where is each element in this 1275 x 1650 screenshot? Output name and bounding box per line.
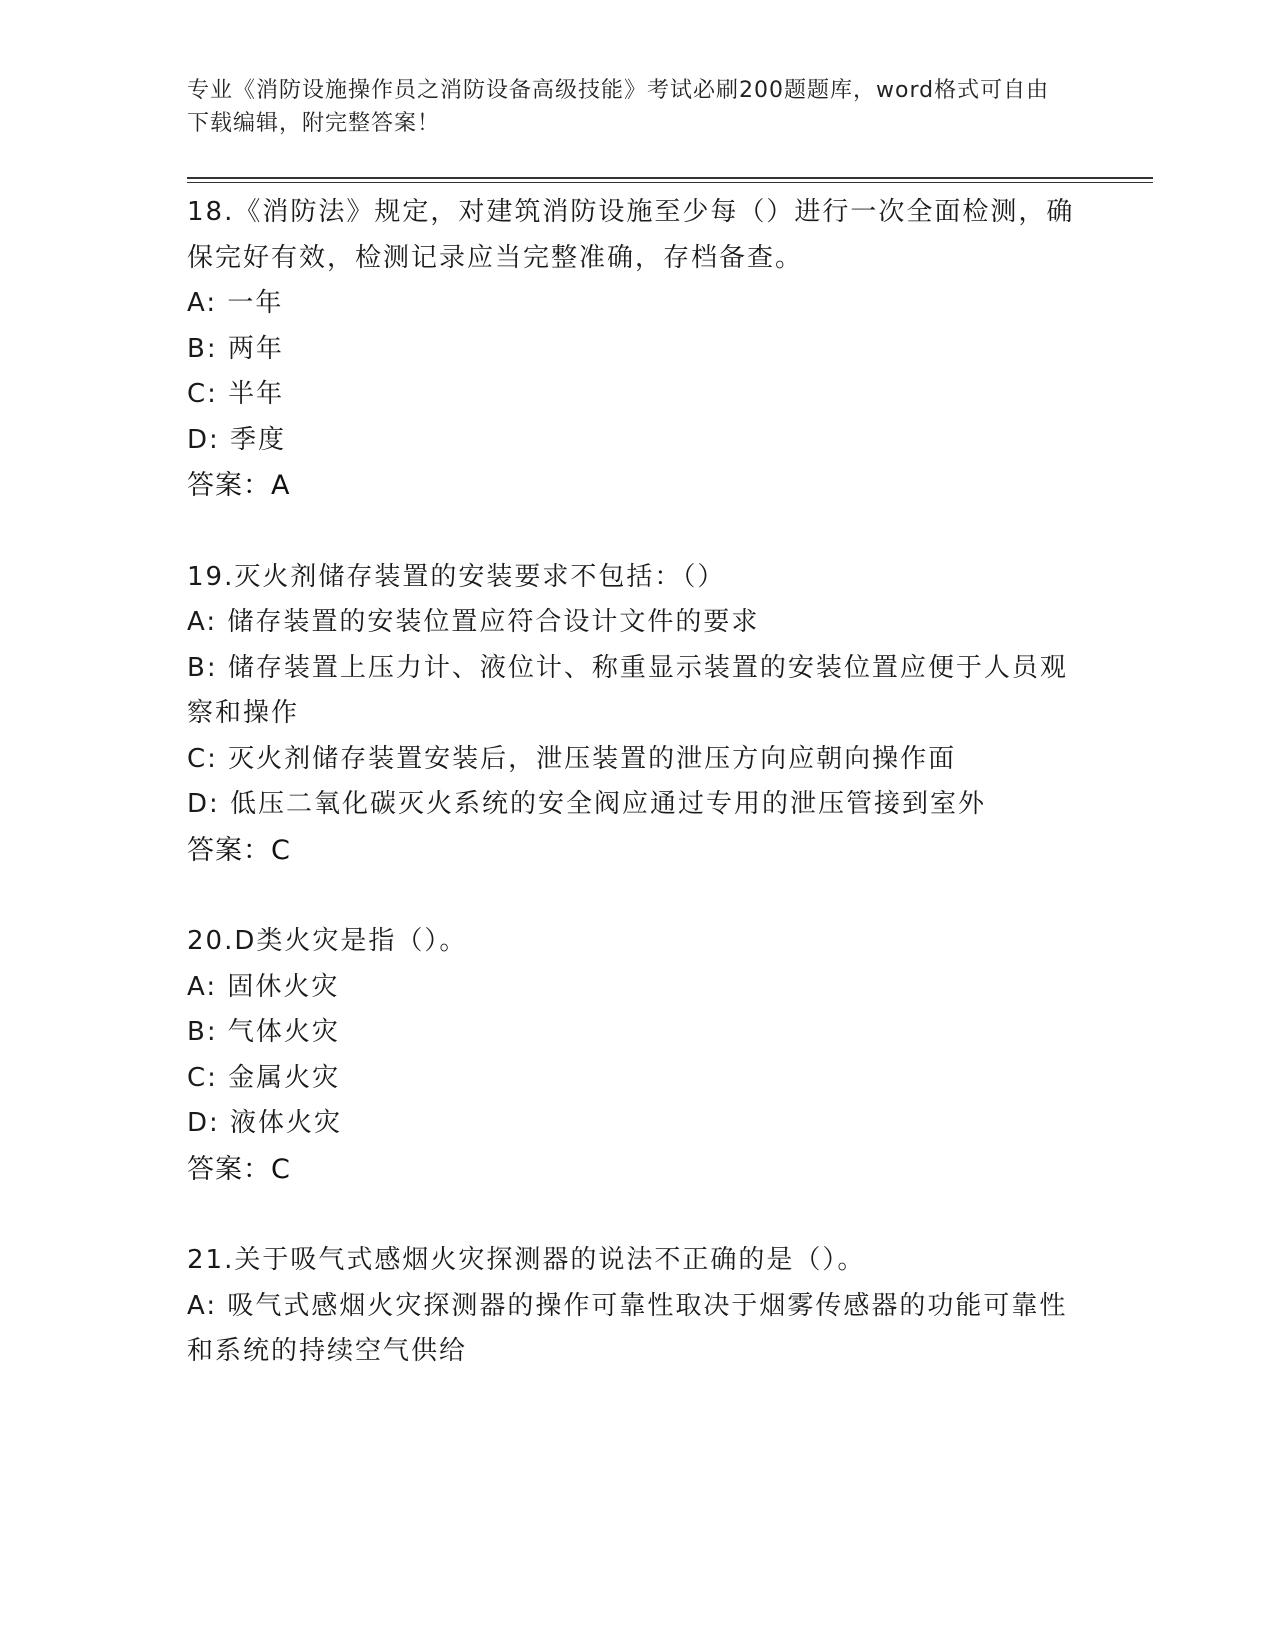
option-c: C: 半年: [187, 379, 285, 409]
header-divider: [187, 177, 1153, 183]
option-a: A: 吸气式感烟火灾探测器的操作可靠性取决于烟雾传感器的功能可靠性和系统的持续空气供给: [187, 1290, 1068, 1366]
option-c: C: 金属火灾: [187, 1062, 341, 1093]
answer-label: 答案：C: [187, 1153, 291, 1185]
question-18: [187, 190, 1087, 509]
answer-label: 答案：A: [187, 470, 291, 501]
question-stem: 18.《消防法》规定，对建筑消防设施至少每（）进行一次全面检测，确保完好有效，检测记录应当完整准确，存档备查。: [187, 197, 1075, 273]
option-a: A: 一年: [187, 288, 284, 318]
question-21: [187, 1238, 1087, 1375]
option-c: C: 灭火剂储存装置安装后，泄压装置的泄压方向应朝向操作面: [187, 743, 957, 774]
question-stem: 19.灭火剂储存装置的安装要求不包括：（）: [187, 561, 726, 592]
option-d: D: 季度: [187, 424, 287, 455]
question-stem: 21.关于吸气式感烟火灾探测器的说法不正确的是（）。: [187, 1245, 866, 1275]
document-header: 专业《消防设施操作员之消防设备高级技能》考试必刷200题题库，word格式可自由下载编辑，附完整答案！: [187, 78, 1050, 136]
question-stem: 20.D类火灾是指（）。: [187, 926, 468, 956]
option-a: A: 固休火灾: [187, 971, 340, 1002]
option-b: B: 气体火灾: [187, 1017, 340, 1047]
option-a: A: 储存装置的安装位置应符合设计文件的要求: [187, 607, 760, 637]
question-20: [187, 919, 1087, 1192]
option-b: B: 储存装置上压力计、液位计、称重显示装置的安装位置应便于人员观察和操作: [187, 652, 1068, 728]
option-d: D: 液体火灾: [187, 1108, 343, 1138]
answer-label: 答案：C: [187, 834, 291, 866]
question-list: [187, 190, 1087, 1421]
question-19: [187, 555, 1087, 874]
option-b: B: 两年: [187, 333, 284, 364]
option-d: D: 低压二氧化碳灭火系统的安全阀应通过专用的泄压管接到室外: [187, 789, 987, 819]
